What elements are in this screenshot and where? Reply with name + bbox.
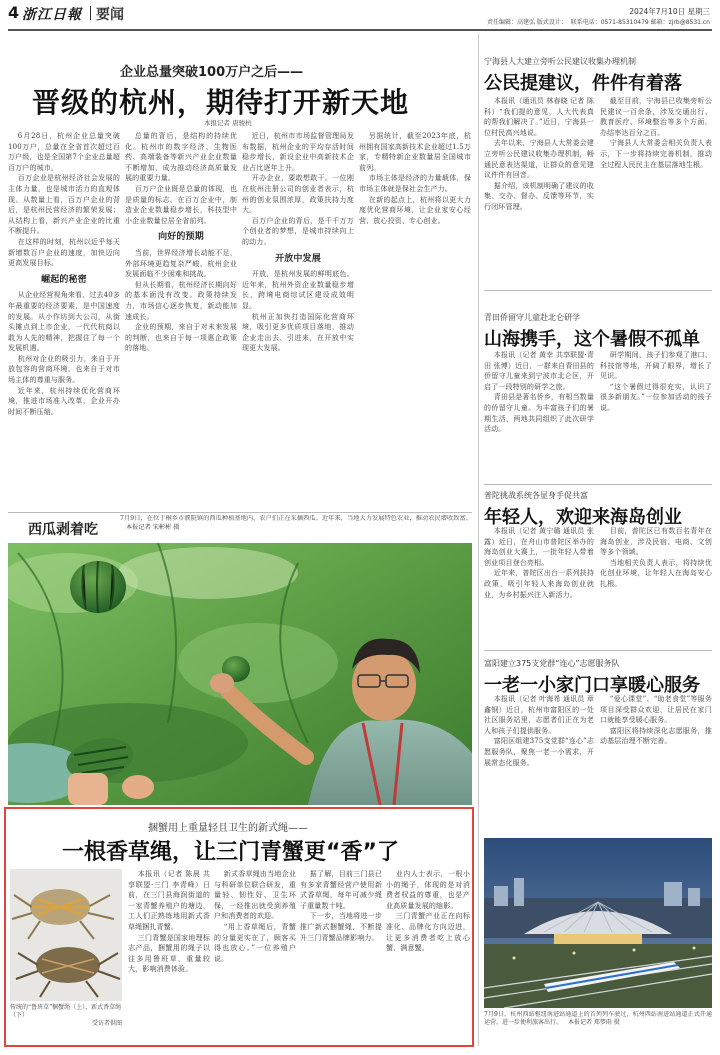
station-photo-credit: 本报记者 郑梦雨 摄 <box>567 1019 620 1026</box>
r1-col-a: 本报讯（通讯员 林春晓 记者 陈科）“我们提的意见，人大代表真的帮我们解决了。”近日，宁海县一位村民高兴地说。 去年以来，宁海县人大常委会建立旁听公民建议收集办理机制，畅通民意表达渠道，让群众的意见建议件件有回音。 据介绍，该机制明确了建议的收集、交办、督办、反馈等环节，实行闭环管理。 <box>484 97 594 211</box>
right-article-3 <box>484 488 712 648</box>
lead-subhead-2: 向好的预期 <box>158 232 204 243</box>
right-article-1 <box>484 36 712 286</box>
rope-photo-caption: 传统的“鲁班草”捆蟹绳（上）、新式香草绳（下） 受访者供图 <box>10 1004 122 1027</box>
photo-story <box>8 515 472 805</box>
lead-headline: 晋级的杭州，期待打开新天地 <box>32 86 410 119</box>
watermelon-photo <box>8 543 472 805</box>
r3-col-a: 本报讯（记者 黄宁璐 通讯员 张露）近日，在舟山市普陀区举办的海岛创业大赛上，一批年轻人带着创业项目登台亮相。 近年来，普陀区出台一系列扶持政策，吸引年轻人来海岛创业就业，为乡村振兴注入新活力。 <box>484 527 594 599</box>
lead-col-1: 6月28日，杭州企业总量突破100万户，总量在全省首次超过百万户级，也是全国第7个企业总量超百万户的城市。 百万企业是杭州经济社会发展的主体力量，也是城市活力的直观体现。从数量上看，百万户企业的背后，是杭州民营经济的繁荣发展；从结构上看，新兴产业企业的比重不断提升。 在这样的时刻，杭州以近乎每天新增数百户企业的速度，加快迈向更高发展目标。 崛起的秘密 从企业经营视角来看，过去40多年最重要的经济要素，是中国速度的发展。从小作坊到大公司，从街头摊点到上市企业，一代代杭商以敢为人先的精神，把握住了每一个发展机遇。 杭州对企业的吸引力，来自于开放包容的营商环境，也来自于对市场主体的尊重与服务。 近年来，杭州持续优化营商环境，推进市场准入改革，企业开办时间不断压缩。 <box>8 132 120 416</box>
r3-col-b: 目前，普陀区已有数百名青年在海岛创业，涉及民宿、电商、文创等多个领域。 当地相关负责人表示，将持续优化创业环境，让年轻人在海岛安心扎根。 <box>600 527 712 588</box>
rope-col-4: 业内人士表示，一根小小的绳子，体现的是对消费者权益的尊重，也是产业高质量发展的缩影。 三门青蟹产业正在向标准化、品牌化方向迈进，让更多消费者吃上放心蟹、满意蟹。 <box>386 870 470 953</box>
lead-byline: 本报记者 唐骏杭 <box>204 119 252 127</box>
right-article-2 <box>484 294 712 484</box>
watermelon-photo-art <box>8 543 472 805</box>
rope-article <box>4 807 474 1047</box>
r2-headline: 山海携手，这个暑假不孤单 <box>484 329 700 350</box>
rope-col-3: 据了解，目前三门县已有多家青蟹经营户使用新式香草绳，每年可减少绳子重量数十吨。 下一步，当地将进一步推广新式捆蟹绳，不断提升三门青蟹品牌影响力。 <box>300 870 382 942</box>
r1-kicker: 宁海县人大建立旁听公民建议收集办理机制 <box>484 57 636 66</box>
masthead-rule <box>8 29 712 31</box>
lead-col-2: 总量的背后，是结构的持续优化。杭州市的数字经济、生物医药、高端装备等新兴产业企业数量不断增加，成为推动经济高质量发展的重要力量。 百万户企业既是总量的体现，也是质量的标志。在百万企业中，制造业企业数量稳步增长，科技型中小企业数量位居全省前列。 向好的预期 当前，世界经济增长动能不足，外部环境更趋复杂严峻，杭州企业发展面临不少困难和挑战。 但从长期看，杭州经济长期向好的基本面没有改变。政策持续发力，市场信心逐步恢复，新动能加速成长。 企业的预期，来自于对未来发展的判断，也来自于每一项惠企政策的落地。 <box>125 132 237 353</box>
r3-rule <box>484 650 712 651</box>
rope-col-2: 新式香草绳由当地企业与科研单位联合研发，重量轻、韧性好、卫生环保，一经推出就受到养殖户和消费者的欢迎。 “用上香草绳后，青蟹的分量更实在了，顾客买得也放心。”一位养殖户说。 <box>214 870 296 963</box>
right-column-divider <box>478 34 479 1046</box>
r2-kicker: 青田侨留守儿童赴北仑研学 <box>484 313 580 322</box>
photo-credit: 本报记者 宋彬彬 摄 <box>126 523 180 531</box>
rope-col-1: 本报讯（记者 陈晨 共享联盟·三门 李青峰）日前，在三门县海润街道的一家青蟹养殖户的塘边，工人们正熟练地用新式香草绳捆扎青蟹。 三门青蟹是国家地理标志产品，捆蟹用的绳子以往多用鲁班草，重量较大，影响消费体验。 <box>128 870 210 974</box>
rope-kicker: 捆蟹用上重量轻且卫生的新式绳—— <box>148 823 308 834</box>
r2-rule <box>484 484 712 485</box>
lead-col-4: 另据统计，截至2023年底，杭州拥有国家高新技术企业超过1.5万家，专精特新企业数量居全国城市前列。 市场主体是经济的力量载体，保市场主体就是保社会生产力。 在新的起点上，杭州将以更大力度优化营商环境，让企业家安心经营、放心投资、专心创业。 <box>359 132 471 225</box>
lead-subhead-3: 开放中发展 <box>275 253 321 264</box>
masthead-divider <box>90 6 91 20</box>
crab-photo-art <box>10 869 122 1001</box>
r3-kicker: 普陀挑战系统各显身手促共富 <box>484 491 588 500</box>
r4-headline: 一老一小家门口享暖心服务 <box>484 675 700 696</box>
date-line: 2024年7月10日 星期三 <box>629 7 710 16</box>
right-article-4 <box>484 654 712 834</box>
lead-col-3: 近日，杭州市市场监督管理局发布数据，杭州企业的平均存活时间稳步增长，新设企业中高新技术企业占比逐年上升。 开办企业，要敢想敢干。一位刚在杭州注册公司的创业者表示，杭州的创业氛围浓厚，政策扶持力度大。 百万户企业的背后，是千千万万个创业者的梦想，是城市持续向上的动力。 开放中发展 开放，是杭州发展的鲜明底色。近年来，杭州外资企业数量稳步增长，跨境电商综试区建设成效明显。 杭州正加快打造国际化营商环境，吸引更多优质项目落地，推动企业走出去、引进来，在开放中实现更大发展。 <box>242 132 354 353</box>
section-name: 要闻 <box>96 7 124 23</box>
photo-caption: 7月9日，在位于桐乡市濮院镇的西瓜种植基地内，农户们正在采摘西瓜。近年来，当地大力发展特色农业，推动农民增收致富。 本报记者 宋彬彬 摄 <box>120 515 472 531</box>
r2-col-a: 本报讯（记者 黄幸 共享联盟·青田 张博）近日，一群来自青田县的侨留守儿童来到宁波市北仑区，开启了一段特别的研学之旅。 青田县是著名侨乡，有相当数量的侨留守儿童。为丰富孩子们的暑期生活，两地共同组织了此次研学活动。 <box>484 351 594 434</box>
lead-subhead-1: 崛起的秘密 <box>41 274 87 285</box>
r4-col-b: “爱心课堂”、“助老食堂”等服务项目深受群众欢迎，让居民在家门口就能享受暖心服务。 富阳区将持续深化志愿服务，推动基层治理不断完善。 <box>600 695 712 746</box>
rope-photo-credit: 受访者供图 <box>91 1020 122 1027</box>
paper-name: 浙江日報 <box>22 7 82 23</box>
editors-line: 责任编辑：高建弘 版式设计： 联系电话：0571-85310479 邮箱：zjrb@8531.cn <box>486 19 710 26</box>
lead-kicker: 企业总量突破100万户之后—— <box>120 65 304 80</box>
rope-photo <box>10 869 122 1001</box>
lead-article <box>8 35 472 515</box>
r1-headline: 公民提建议，件件有着落 <box>484 73 682 94</box>
station-photo-art <box>484 838 712 1008</box>
photo-heading: 西瓜剥着吃 <box>28 522 98 538</box>
r4-col-a: 本报讯（记者 叶海希 通讯员 章鑫钢）近日，杭州市富阳区的一处社区服务站里，志愿者们正在为老人和孩子们提供服务。 富阳区组建375支党群“连心”志愿服务队，聚焦一老一小需求，开展常态化服务。 <box>484 695 594 767</box>
r1-rule <box>484 290 712 291</box>
page-number: 4 <box>8 3 20 22</box>
r2-col-b: 研学期间，孩子们参观了港口、科技馆等地，开阔了眼界，增长了见识。 “这个暑假过得很充实，认识了很多新朋友。”一位参加活动的孩子说。 <box>600 351 712 412</box>
rope-headline: 一根香草绳，让三门青蟹更“香”了 <box>62 840 399 865</box>
r4-kicker: 富阳建立375支党群“连心”志愿服务队 <box>484 659 620 668</box>
station-photo <box>484 838 712 1008</box>
r3-headline: 年轻人，欢迎来海岛创业 <box>484 507 682 528</box>
lead-bottom-rule <box>8 512 472 513</box>
station-photo-caption: 7月9日，杭州西站枢纽南进站通道上的首列列车驶过，杭州西站南进站通道正式开通运营，进一步便利旅客出行。 本报记者 郑梦雨 摄 <box>484 1011 712 1026</box>
masthead <box>0 0 720 40</box>
r1-col-b: 截至目前，宁海县已收集旁听公民建议一百余条，涉及交通出行、教育医疗、环境整治等多个方面，办结率达百分之百。 宁海县人大常委会相关负责人表示，下一步将持续完善机制，推动全过程人民民主在基层落地生根。 <box>600 97 712 169</box>
